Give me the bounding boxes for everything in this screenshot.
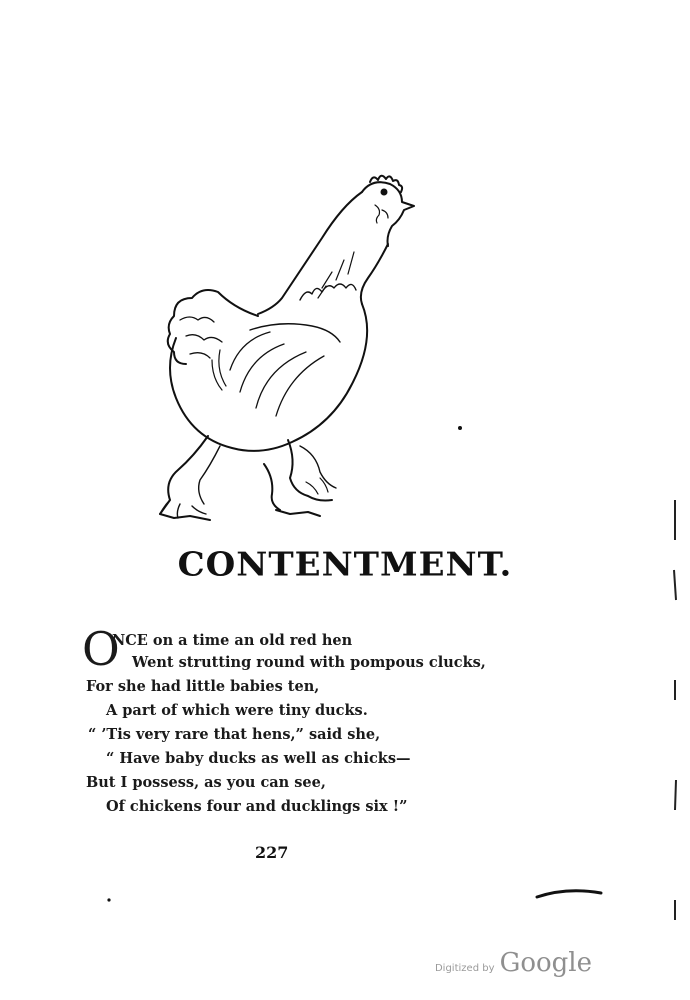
page-title: CONTENTMENT. (177, 546, 513, 584)
poem-line-2: Went strutting round with pompous clucks, (132, 654, 486, 671)
drop-cap: O (82, 622, 120, 676)
poem-line-3: For she had little babies ten, (86, 678, 320, 695)
ink-dot (106, 896, 112, 904)
google-watermark: Digitized by Google (434, 948, 592, 978)
page-edge-mark (668, 480, 682, 980)
poem-line-5: “ ’Tis very rare that hens,” said she, (88, 726, 381, 743)
ink-mark (535, 885, 605, 905)
page-number: 227 (255, 843, 289, 862)
poem-line-8: Of chickens four and ducklings six !” (106, 798, 408, 815)
hen-illustration (100, 160, 430, 530)
ink-dot (456, 424, 464, 432)
poem-line-1: NCE on a time an old red hen (112, 632, 353, 649)
google-logo: Google (499, 948, 592, 978)
poem-line-4: A part of which were tiny ducks. (106, 702, 368, 719)
poem-line-6: “ Have baby ducks as well as chicks— (106, 750, 411, 767)
poem-line-7: But I possess, as you can see, (86, 774, 326, 791)
